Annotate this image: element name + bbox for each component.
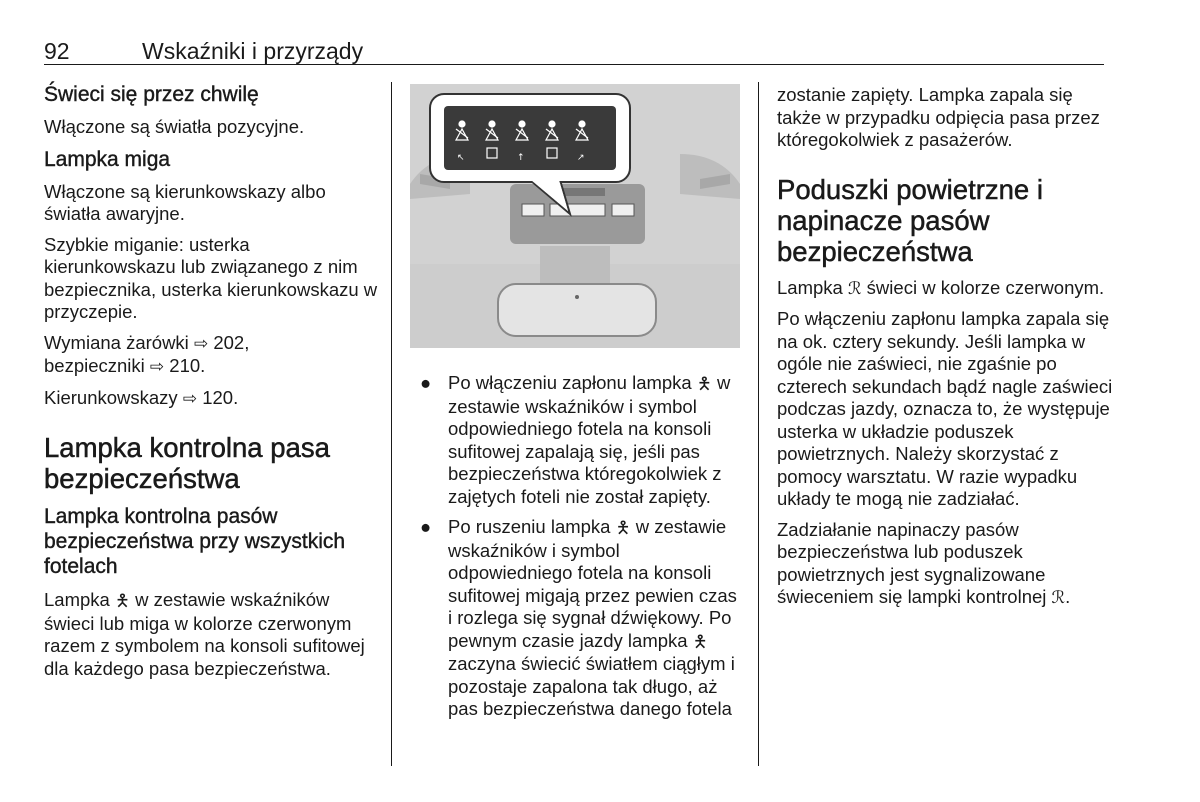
list-item: [410, 516, 740, 721]
airbag-warning-icon: ℛ: [1051, 588, 1066, 607]
text: Po włączeniu zapłonu lampka: [448, 372, 692, 393]
paragraph: [777, 277, 1113, 301]
text: zaczyna świecić światłem ciągłym i pozostaje zapalona tak długo, aż pas bezpieczeństwa danego fotela: [448, 653, 735, 719]
subheading-all-seats: Lampka kontrolna pasów bezpieczeństwa przy wszystkich fotelach: [44, 505, 346, 578]
arrow-reference-icon[interactable]: ⇨: [193, 333, 209, 353]
paragraph: Włączone są kierunkowskazy albo światła awaryjne.: [44, 180, 326, 224]
column-divider: [758, 82, 759, 766]
paragraph-continued: zostanie zapięty. Lampka zapala się także w przypadku odpięcia pasa przez któregokolwiek z pasażerów.: [777, 84, 1100, 150]
arrow-reference-icon[interactable]: ⇨: [149, 357, 165, 376]
bullet-list: [410, 372, 740, 721]
text: Po ruszeniu lampka: [448, 516, 611, 537]
text: Zadziałanie napinaczy pasów bezpieczeństwa lub poduszek powietrznych jest sygnalizowane świeceniem się lampki kontrolnej: [777, 518, 1047, 607]
page-number: 92: [44, 38, 70, 64]
seatbelt-warning-icon: 🯅: [615, 518, 631, 537]
ref-page: 210.: [164, 355, 206, 376]
svg-text:↖: ↖: [457, 153, 465, 163]
ref-text: Wymiana żarówki: [44, 331, 189, 353]
text: Lampka: [777, 276, 843, 298]
paragraph-references: [44, 332, 380, 379]
section-title: Wskaźniki i przyrządy: [142, 38, 364, 64]
text: w zestawie wskaźników świeci lub miga w kolorze czerwonym razem z symbolem na konsoli sufitowej dla każdego pasa bezpieczeństwa.: [44, 589, 365, 679]
heading-poduszki: Poduszki powietrzne i napinacze pasów bezpieczeństwa: [777, 173, 1043, 267]
column-middle: [410, 84, 740, 729]
column-left: [44, 78, 380, 688]
column-right: [777, 84, 1113, 618]
list-item: [410, 372, 740, 508]
ref-text: Kierunkowskazy: [44, 386, 178, 408]
svg-text:↑: ↑: [517, 153, 525, 163]
column-divider: [391, 82, 392, 766]
paragraph: Szybkie miganie: usterka kierunkowskazu lub związanego z nim bezpiecznika, usterka kierunkowskazu w przyczepie.: [44, 233, 378, 322]
overhead-console-figure: [410, 84, 740, 348]
text: Lampka: [44, 589, 110, 610]
airbag-warning-icon: ℛ: [847, 278, 862, 298]
ref-page: 202,: [208, 331, 250, 353]
arrow-reference-icon[interactable]: ⇨: [182, 388, 198, 408]
overhead-console-illustration: [410, 84, 740, 348]
text: w zestawie wskaźników i symbol odpowiedniego fotela na konsoli sufitowej zapalają się, jeśli pas bezpieczeństwa któregokolwiek z zajętych foteli nie został zapięty.: [448, 372, 731, 507]
text: w zestawie wskaźników i symbol odpowiedniego fotela na konsoli sufitowej migają przez pewien czas i rozlega się sygnał dźwiękowy. Po pewnym czasie jazdy lampka: [448, 516, 737, 651]
paragraph: [44, 589, 380, 680]
text: świeci w kolorze czerwonym.: [861, 276, 1105, 298]
svg-text:↗: ↗: [577, 153, 585, 163]
page-header: [44, 38, 1104, 65]
heading-swieci: Świeci się przez chwilę: [44, 83, 259, 106]
text: .: [1065, 586, 1071, 607]
ref-text: bezpieczniki: [44, 355, 145, 376]
seatbelt-warning-icon: 🯅: [696, 374, 712, 393]
paragraph: Po włączeniu zapłonu lampka zapala się na ok. cztery sekundy. Jeśli lampka w ogóle nie zaświeci, nie zgaśnie po czterech sekundach bądź nagle zaświeci podczas jazdy, oznacza to, że występuje usterka w układzie poduszek powietrznych. Należy skorzystać z pomocy warsztatu. W razie wypadku układy te mogą nie zadziałać.: [777, 308, 1113, 509]
heading-lampka-miga: Lampka miga: [44, 147, 171, 171]
bullet-icon: ●: [420, 372, 432, 393]
seatbelt-warning-icon: 🯅: [692, 631, 708, 651]
heading-lampka-kontrolna-pasa: Lampka kontrolna pasa bezpieczeństwa: [44, 432, 330, 494]
paragraph: [777, 519, 1113, 610]
bullet-icon: ●: [420, 516, 432, 537]
paragraph: Włączone są światła pozycyjne.: [44, 116, 305, 137]
seatbelt-warning-icon: 🯅: [114, 591, 130, 610]
ref-page: 120.: [197, 386, 239, 408]
paragraph-reference: [44, 387, 380, 411]
